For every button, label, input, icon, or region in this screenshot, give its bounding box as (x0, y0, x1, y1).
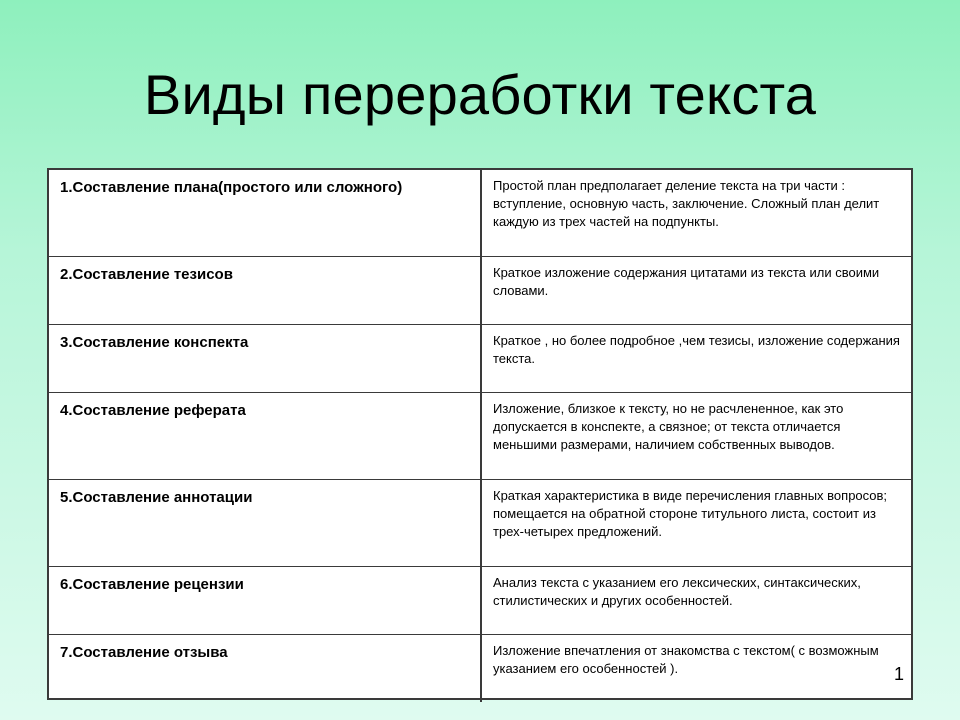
table-row-type: 2.Составление тезисов (49, 257, 482, 324)
table-row-description: Простой план предполагает деление текста на три части : вступление, основную часть, заключение. Сложный план делит каждую из трех частей на подпункты. (493, 178, 880, 229)
page-title: Виды переработки текста (143, 63, 817, 126)
table-row (49, 635, 911, 702)
table-row (49, 325, 911, 393)
page-number: 1 (893, 664, 904, 684)
table-row-description: Краткое изложение содержания цитатами из текста или своими словами. (493, 265, 880, 298)
text-processing-table (47, 168, 913, 700)
table-row-type: 1.Составление плана(простого или сложного) (49, 170, 482, 256)
table-row-type: 3.Составление конспекта (49, 325, 482, 392)
table-row-type: 5.Составление аннотации (49, 480, 482, 566)
table-row-type: 6.Составление рецензии (49, 567, 482, 634)
table-row-type: 7.Составление отзыва (49, 635, 482, 702)
table-row (49, 480, 911, 567)
table-row (49, 170, 911, 257)
table-row-description: Изложение впечатления от знакомства с текстом( с возможным указанием его особенностей ). (493, 643, 879, 676)
table-row-description: Краткая характеристика в виде перечисления главных вопросов; помещается на обратной стороне титульного листа, состоит из трех-четырех предложений. (493, 488, 888, 539)
table-row-description: Изложение, близкое к тексту, но не расчлененное, как это допускается в конспекте, а связное; от текста отличается меньшими размерами, наличием собственных выводов. (493, 401, 844, 452)
table-row-type: 4.Составление реферата (49, 393, 482, 479)
table-row-description: Анализ текста с указанием его лексических, синтаксических, стилистических и других особенностей. (493, 575, 861, 608)
table-row (49, 393, 911, 480)
table-row (49, 257, 911, 325)
table-row-description: Краткое , но более подробное ,чем тезисы, изложение содержания текста. (493, 333, 900, 366)
table-row (49, 567, 911, 635)
